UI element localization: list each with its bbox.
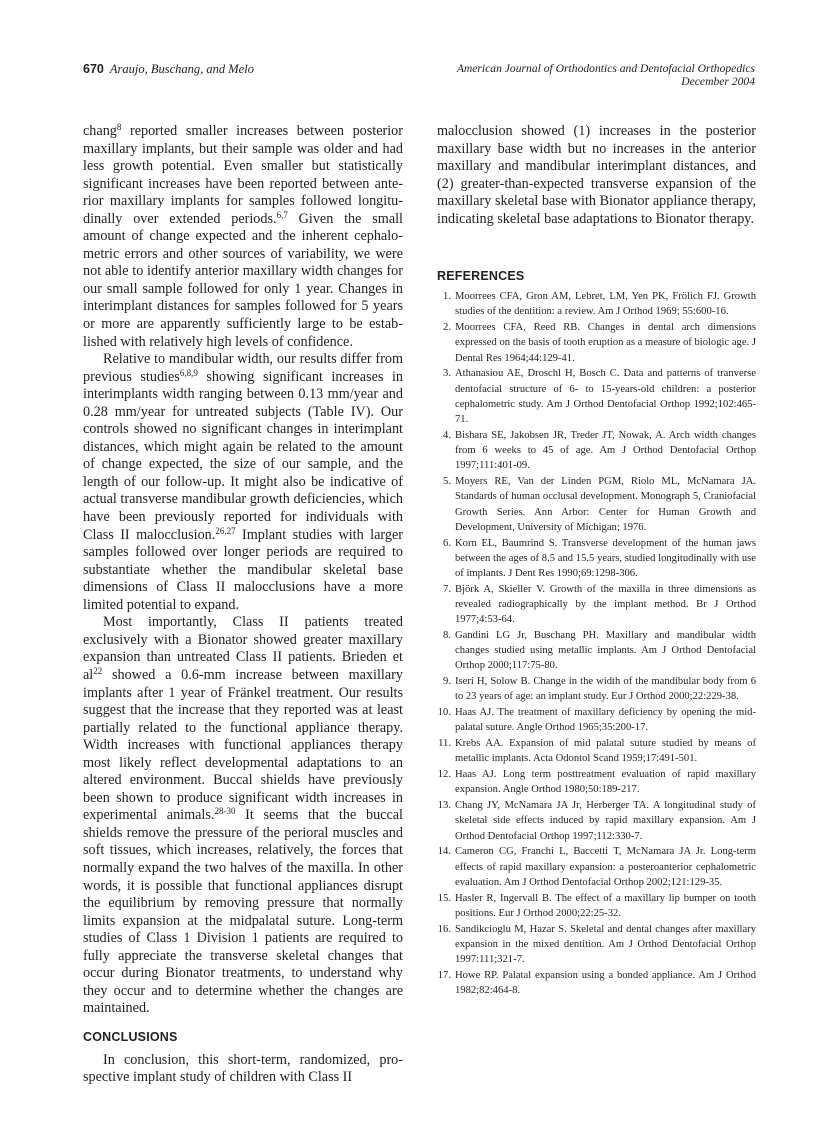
reference-item [437,474,756,535]
citation-superscript: 6,8,9 [179,367,198,378]
reference-text: Hasler R, Ingervall B. The effect of a maxillary lip bumper on tooth positions. Eur J Orthod 2000;22:25-32. [455,892,756,919]
reference-text: Athanasiou AE, Droschl H, Bosch C. Data and patterns of tranverse dentofacial structure of 6- to 15-years-old children: a posterior cephalometric study. Am J Orthod Dentofacial Orthop 1992;102:465-71. [455,368,756,426]
reference-item [437,582,756,628]
reference-item [437,968,756,998]
reference-text: Haas AJ. The treatment of maxillary deficiency by opening the mid-palatal suture. Angle Orthod 1965;35:200-17. [455,707,756,734]
text-run: Relative to mandibular width, our results differ from previous studies [83,351,403,385]
journal-name: American Journal of Orthodontics and Dentofacial Orthopedics [456,62,755,75]
reference-item [437,674,756,704]
reference-text: Cameron CG, Franchi L, Baccetti T, McNamara JA Jr. Long-term effects of rapid maxillary expansion: a posteroanterior cephalometric evaluation. Am J Orthod Dentofacial Orthop 2002;121:129-35. [455,846,756,888]
reference-number: 1. [443,291,451,303]
issue-date: December 2004 [681,75,755,88]
reference-number: 12. [437,769,451,781]
reference-text: Korn EL, Baumrind S. Transverse development of the human jaws between the ages of 8.5 and 15.5 years, studied longitudinally with use of implants. J Dent Res 1990;69:1298-306. [455,537,756,579]
conclusions-paragraph: In conclusion, this short-term, randomized, prospective implant study of children with Class II [83,1051,403,1086]
header-left [83,62,254,77]
reference-number: 9. [443,676,451,688]
reference-item [437,736,756,766]
reference-text: Moorrees CFA, Gron AM, Lebret, LM, Yen PK, Frölich FJ. Growth studies of the dentition: a review. Am J Orthod 1969; 55:600-16. [455,291,756,318]
header-right [457,62,755,88]
text-run: Most importantly, Class II patients treated exclusively with a Bionator showed greater maxillary expansion than untreated Class II patients. Brieden et al [83,614,403,683]
reference-text: Haas AJ. Long term posttreatment evaluation of rapid maxillary expansion. Angle Orthod 1980;50:189-217. [455,769,756,796]
reference-text: Iseri H, Solow B. Change in the width of the mandibular body from 6 to 23 years of age: an implant study. Eur J Orthod 2000;22:229-38. [455,676,756,703]
paragraph-3 [83,614,403,1018]
reference-number: 17. [437,969,451,981]
reference-item [437,536,756,582]
citation-superscript: 28-30 [214,806,236,817]
citation-superscript: 22 [93,665,103,676]
reference-number: 5. [443,476,451,488]
paragraph-1 [83,123,403,351]
citation-superscript: 6,7 [276,209,288,220]
citation-superscript: 26,27 [215,525,236,536]
reference-text: Björk A, Skieller V. Growth of the maxilla in three dimensions as revealed radiographically by the implant method. Br J Orthod 1977;4:53-64. [455,583,756,626]
reference-number: 3. [443,368,451,380]
reference-number: 16. [437,923,451,935]
left-column [83,123,403,1087]
text-run: It seems that the buccal shields remove the pressure of the perioral muscles and soft tissues, which increases, relatively, the forces that normally expand the two halves of the maxilla. In other words, it is possible that functional appliances disrupt the equilibrium by removing pressure that normally limits expansion at the midpalatal suture. Long-term studies of Class 1 Division 1 patients are required to fully appreciate the transverse skeletal changes that occur during Bionator treatments, to understand why they occur and to determine whether the changes are maintained. [83,807,403,1017]
reference-item [437,798,756,844]
reference-number: 2. [443,322,451,334]
references-heading: REFERENCES [437,269,525,284]
reference-text: Moorrees CFA, Reed RB. Changes in dental arch dimensions expressed on the basis of tooth eruption as a measure of biologic age. J Dental Res 1964;44:129-41. [455,322,756,364]
reference-item [437,922,756,968]
reference-number: 11. [438,738,451,750]
reference-number: 6. [443,537,451,549]
reference-text: Howe RP. Palatal expansion using a bonded appliance. Am J Orthod 1982;82:464-8. [455,969,756,996]
reference-number: 15. [437,892,451,904]
running-header [83,62,755,96]
reference-item [437,628,756,674]
reference-item [437,844,756,890]
right-column [437,123,756,999]
reference-text: Bishara SE, Jakobsen JR, Treder JT, Nowak, A. Arch width changes from 6 weeks to 45 of age. Am J Orthod Dentofacial Orthop 1997;111:401-09. [455,429,756,472]
reference-number: 7. [443,583,451,595]
reference-item [437,891,756,921]
reference-item [437,767,756,797]
reference-text: Sandikcioglu M, Hazar S. Skeletal and dental changes after maxillary expansion in the mixed dentition. Am J Orthod Dentofacial Orthop 1997:111;321-7. [455,923,756,965]
text-run: chang [83,123,117,139]
running-authors: Araujo, Buschang, and Melo [109,62,254,76]
page-number: 670 [83,62,104,76]
reference-item [437,289,756,319]
text-run: reported smaller increases between posterior maxillary implants, but their sample was older and had less growth potential. Even smaller but statistically significant increases have been reported between anterior maxillary implants for samples followed longitudinally over extended periods. [83,123,403,227]
reference-number: 13. [437,800,451,812]
text-run: Given the small amount of change expected and the inherent cephalometric errors and other sources of variability, we were not able to identify anterior maxillary width changes for our small sample followed for only 1 year. Changes in interimplant distances for samples followed for 5 years or more are apparently sufficiently large to be established with relatively high levels of confidence. [83,210,403,350]
conclusions-heading: CONCLUSIONS [83,1029,178,1044]
conclusions-continued: malocclusion showed (1) increases in the posterior maxillary base width but no increases in the anterior maxillary and mandibular interimplant distances, and (2) greater-than-expected transverse expansion of the maxillary skeletal base with Bionator appliance therapy, indicating skeletal base adaptations to Bionator therapy. [437,123,756,227]
citation-superscript: 8 [116,122,122,132]
reference-number: 4. [443,429,451,441]
text-run: Implant studies with larger samples followed over longer periods are required to substantiate whether the mandibular skeletal base dimensions of Class II malocclusions have a more limited potential to expand. [83,526,403,613]
reference-list [437,289,756,998]
reference-text: Gandini LG Jr, Buschang PH. Maxillary and mandibular width changes studied using metallic implants. Am J Orthod Dentofacial Orthop 2000;117:75-80. [455,629,756,672]
reference-text: Moyers RE, Van der Linden PGM, Riolo ML, McNamara JA. Standards of human occlusal development. Monograph 5, Craniofacial Growth Series. Ann Arbor: Center for Human Growth and Development, University of Michigan; 1976. [455,476,756,533]
reference-text: Chang JY, McNamara JA Jr, Herberger TA. A longitudinal study of skeletal side effects induced by rapid maxillary expansion. Am J Orthod Dentofacial Orthop 1997;112:330-7. [455,800,756,842]
reference-number: 14. [437,846,451,858]
reference-text: Krebs AA. Expansion of mid palatal suture studied by means of metallic implants. Acta Odontol Scand 1959;17:491-501. [455,738,756,765]
text-run: showing significant increases in interimplants width ranging between 0.13 mm/year and 0.28 mm/year for untreated subjects (Table IV). Our controls showed no significant changes in interimplant distances, which might again be related to the amount of change expected, the size of our sample, and the length of our follow-up. It might also be indicative of actual transverse mandibular growth deficiencies, which have been previously reported for individuals with Class II malocclusion. [83,368,404,543]
reference-item [437,705,756,735]
reference-item [437,428,756,474]
paragraph-2 [83,351,403,614]
reference-item [437,366,756,427]
reference-number: 10. [437,707,451,719]
text-run: showed a 0.6-mm increase between maxillary implants after 1 year of Fränkel treatment. Our results suggest that the increase that they reported was at least partially related to the functional appliance therapy. Width increases with functional appliances therapy most likely reflect developmental adaptations to an altered environment. Buccal shields have previously been shown to produce significant width increases in experimental animals. [83,666,403,824]
reference-number: 8. [443,629,451,641]
reference-item [437,320,756,366]
